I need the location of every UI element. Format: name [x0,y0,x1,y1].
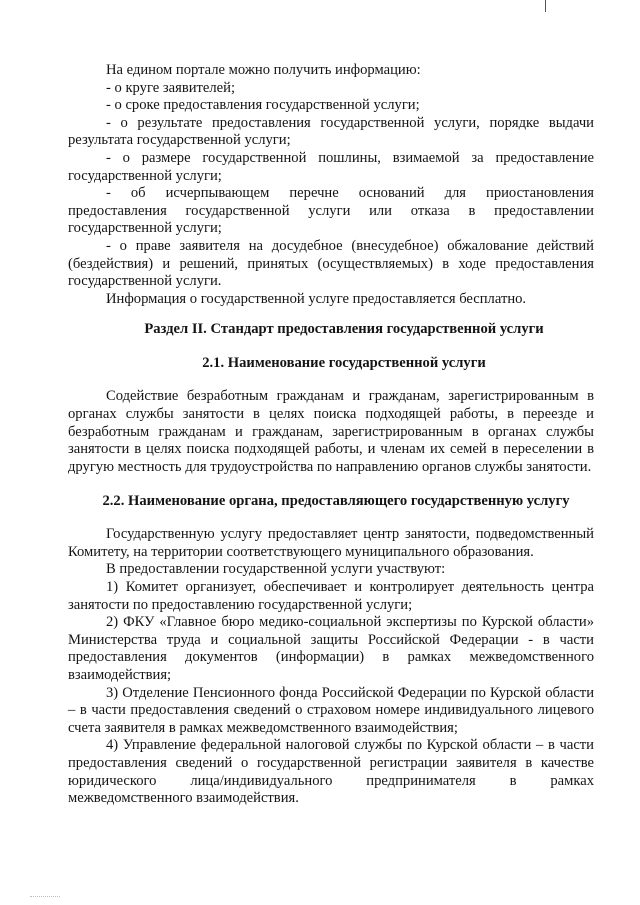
intro-item-term: - о сроке предоставления государственной услуги; [106,97,420,114]
participant-mse-bureau: 2) ФКУ «Главное бюро медико-социальной экспертизы по Курской области» Министерства труда и социальной защиты Российской Федерации - в части предоставления документов (информации) в рамках межведомственного взаимодействия; [68,614,594,684]
participant-committee: 1) Комитет организует, обеспечивает и контролирует деятельность центра занятости по предоставлению государственной услуги; [68,579,594,613]
subsection-2-2-title: 2.2. Наименование органа, предоставляющего государственную услугу [102,493,570,510]
section-2-title: Раздел II. Стандарт предоставления государственной услуги [144,321,544,338]
intro-item-result: - о результате предоставления государственной услуги, порядке выдачи результата государственной услуги; [68,114,594,149]
intro-item-grounds: - об исчерпывающем перечне оснований для приостановления предоставления государственной услуги или отказа в предоставлении государственной услуги; [68,185,594,237]
provider-paragraph: Государственную услугу предоставляет центр занятости, подведомственный Комитету, на территории соответствующего муниципального образования. [68,526,594,560]
subsection-2-1-title: 2.1. Наименование государственной услуги [202,355,486,372]
scan-artifact-dots [30,896,60,898]
scan-artifact-line [545,0,546,12]
participant-tax-service: 4) Управление федеральной налоговой службы по Курской области – в части предоставления сведений о государственной регистрации заявителя в качестве юридического лица/индивидуального предпринимателя в рамках межведомственного взаимодействия. [68,737,594,807]
intro-item-fee: - о размере государственной пошлины, взимаемой за предоставление государственной услуги; [68,149,594,184]
free-note: Информация о государственной услуге предоставляется бесплатно. [106,290,527,307]
intro-item-applicants: - о круге заявителей; [106,79,235,96]
intro-item-appeal: - о праве заявителя на досудебное (внесудебное) обжалование действий (бездействия) и решений, принятых (осуществляемых) в ходе предоставления государственной услуги. [68,237,594,290]
subsection-2-1-text: Содействие безработным гражданам и гражданам, зарегистрированным в органах службы занятости в целях поиска подходящей работы, в переезде и безработным гражданам и гражданам, зарегистрированным в органах службы занятости в целях поиска подходящей работы, и членам их семей в переселении в другую местность для трудоустройства по направлению органов службы занятости. [68,388,594,475]
intro-lead: На едином портале можно получить информацию: [106,62,421,78]
participants-lead: В предоставлении государственной услуги участвуют: [106,561,446,578]
participant-pension-fund: 3) Отделение Пенсионного фонда Российской Федерации по Курской области – в части предоставления сведений о страховом номере индивидуального лицевого счета заявителя в рамках межведомственного взаимодействия; [68,684,594,736]
